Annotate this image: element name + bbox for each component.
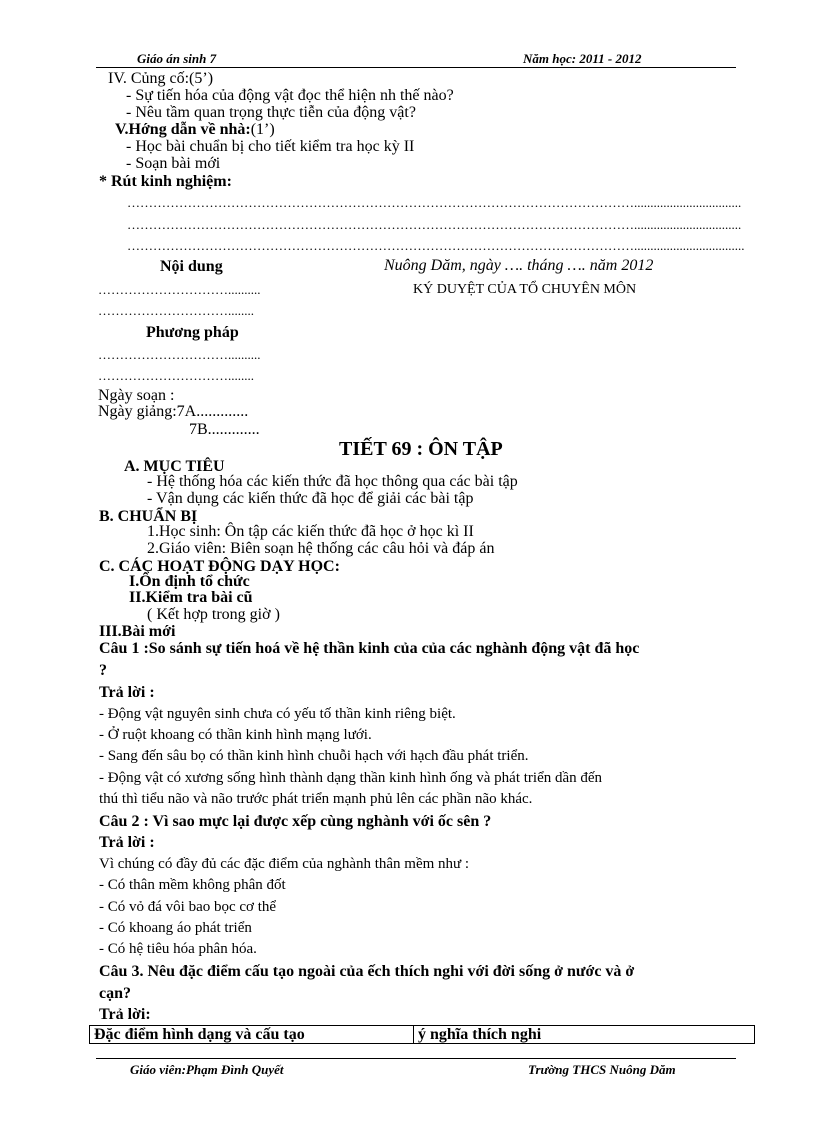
content-dotted-line: …………………………........ <box>98 303 254 318</box>
q2-answer: - Có hệ tiêu hóa phân hóa. <box>99 941 257 957</box>
q1-answer: - Ở ruột khoang có thần kinh hình mạng lưới. <box>99 727 372 743</box>
q1-answer-label: Trả lời : <box>99 684 155 701</box>
homework-heading <box>115 121 275 139</box>
q1-question: Câu 1 :So sánh sự tiến hoá về hệ thần kinh của của các nghành động vật đã học <box>99 640 640 657</box>
q2-answer: - Có khoang áo phát triển <box>99 920 252 936</box>
content-label: Nội dung <box>160 258 223 275</box>
section-a-item: - Vận dụng các kiến thức đã học để giải các bài tập <box>147 490 474 507</box>
table-header-cell: ý nghĩa thích nghi <box>414 1026 755 1044</box>
teach-date-7a: Ngày giảng:7A............. <box>98 403 249 420</box>
section-c-note: ( Kết hợp trong giờ ) <box>147 606 280 623</box>
section-b-item: 2.Giáo viên: Biên soạn hệ thống các câu hỏi và đáp án <box>147 540 495 557</box>
homework-item: - Học bài chuẩn bị cho tiết kiểm tra học kỳ II <box>126 138 415 155</box>
q2-answer: - Có thân mềm không phân đốt <box>99 877 286 893</box>
section-c-item-3: III.Bài mới <box>99 623 176 640</box>
header-subject: Giáo án sinh 7 <box>137 51 217 66</box>
teach-date-7b: 7B............. <box>189 421 260 438</box>
section-b-title: B. CHUẨN BỊ <box>99 508 198 525</box>
section-a-title: A. MỤC TIÊU <box>124 458 225 475</box>
q3-answer-table <box>89 1025 755 1044</box>
homework-title: V.Hớng dẫn về nhà: <box>115 121 251 138</box>
homework-item: - Soạn bài mới <box>126 155 221 172</box>
approval-date: Nuông Dăm, ngày …. tháng …. năm 2012 <box>384 257 654 274</box>
table-header-cell: Đặc điểm hình dạng và cấu tạo <box>90 1026 414 1044</box>
prep-date: Ngày soạn : <box>98 387 175 404</box>
q3-answer-label: Trả lời: <box>99 1006 151 1023</box>
q1-question-cont: ? <box>99 662 107 679</box>
header-school-year: Năm học: 2011 - 2012 <box>523 51 642 66</box>
header-rule <box>96 67 736 68</box>
table-row <box>90 1026 755 1044</box>
experience-title: * Rút kinh nghiệm: <box>99 173 232 190</box>
section-c-title: C. CÁC HOẠT ĐỘNG DẠY HỌC: <box>99 558 340 575</box>
q2-intro: Vì chúng có đầy đủ các đặc điểm của nghành thân mềm như : <box>99 856 470 872</box>
footer-school: Trường THCS Nuông Dăm <box>528 1062 676 1077</box>
approval-signer: KÝ DUYỆT CỦA TỔ CHUYÊN MÔN <box>413 282 637 297</box>
section-c-item-2: II.Kiểm tra bài cũ <box>129 589 253 606</box>
section-c-item-1: I.Ổn định tổ chức <box>129 573 250 590</box>
review-item: - Sự tiến hóa của động vật đọc thể hiện nh thế nào? <box>126 87 454 104</box>
q3-question-cont: cạn? <box>99 985 131 1002</box>
method-dotted-line: ………………………….......... <box>98 347 261 362</box>
review-title: IV. Củng cố:(5’) <box>108 70 214 87</box>
experience-dotted-line: ………………………………………………………………………………………………………................................. <box>127 217 742 232</box>
experience-dotted-line: ……………………………………………………………………………………………………….................................. <box>127 238 745 253</box>
content-dotted-line: ………………………….......... <box>98 282 261 297</box>
experience-dotted-line: ………………………………………………………………………………………………………................................. <box>127 195 742 210</box>
review-item: - Nêu tầm quan trọng thực tiễn của động vật? <box>126 104 416 121</box>
q3-question: Câu 3. Nêu đặc điểm cấu tạo ngoài của ếch thích nghi với đời sống ở nước và ở <box>99 963 635 980</box>
footer-rule <box>96 1058 736 1059</box>
q1-answer: - Động vật nguyên sinh chưa có yếu tố thần kinh riêng biệt. <box>99 706 456 722</box>
lesson-title: TIẾT 69 : ÔN TẬP <box>339 438 503 460</box>
q2-question: Câu 2 : Vì sao mực lại được xếp cùng nghành với ốc sên ? <box>99 813 492 830</box>
q2-answer-label: Trả lời : <box>99 834 155 851</box>
q1-answer: - Sang đến sâu bọ có thần kinh hình chuỗi hạch với hạch đầu phát triển. <box>99 748 529 764</box>
q1-answer: thú thì tiểu não và não trước phát triển mạnh phủ lên các phần não khác. <box>99 791 533 807</box>
section-a-item: - Hệ thống hóa các kiến thức đã học thông qua các bài tập <box>147 473 518 490</box>
q2-answer: - Có vỏ đá vôi bao bọc cơ thể <box>99 899 277 915</box>
footer-teacher: Giáo viên:Phạm Đình Quyết <box>130 1062 284 1077</box>
method-dotted-line: …………………………........ <box>98 368 254 383</box>
method-label: Phương pháp <box>146 324 239 341</box>
q1-answer: - Động vật có xương sống hình thành dạng thần kinh hình ống và phát triển dần đến <box>99 770 603 786</box>
homework-time: (1’) <box>250 121 275 138</box>
section-b-item: 1.Học sinh: Ôn tập các kiến thức đã học ở học kì II <box>147 523 474 540</box>
